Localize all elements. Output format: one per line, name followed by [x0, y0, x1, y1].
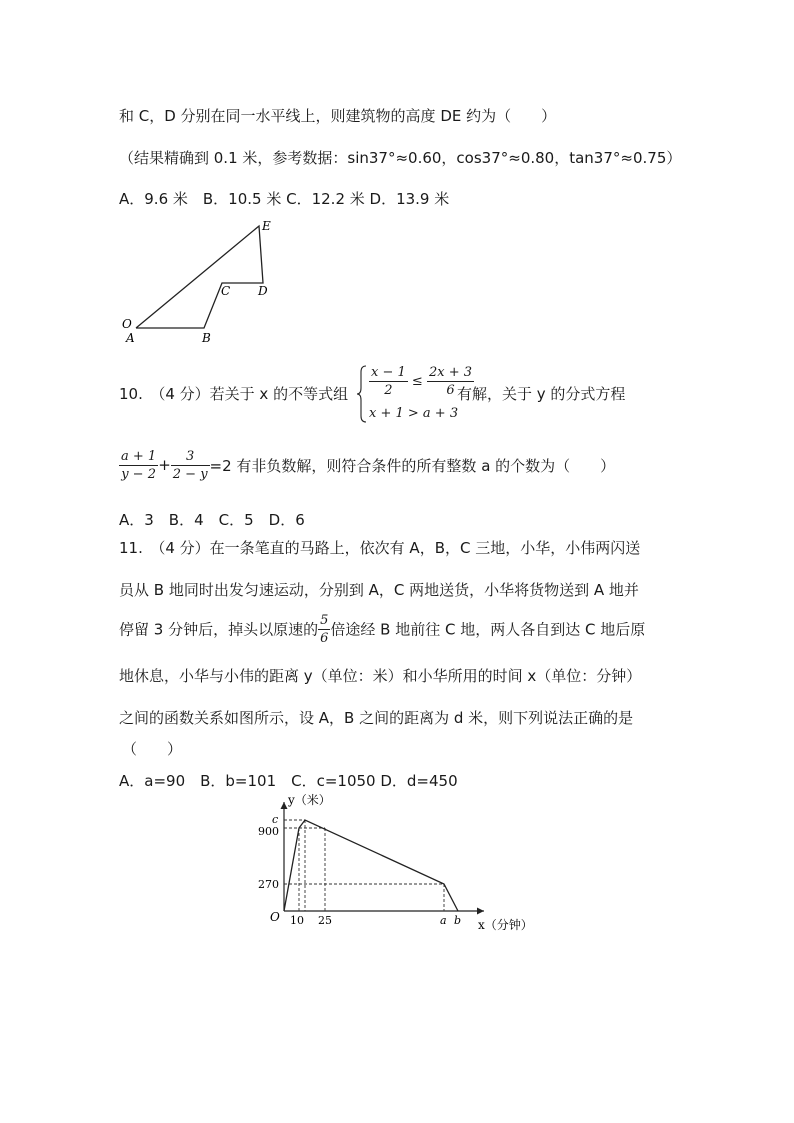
- q11-line-5: 之间的函数关系如图所示，设 A，B 之间的距离为 d 米，则下列说法正确的是: [119, 709, 634, 727]
- eq-frac1-den: y − 2: [121, 467, 156, 482]
- label-A: A: [126, 331, 135, 345]
- ineq1-left-num: x − 1: [371, 365, 406, 380]
- fraction-equation: [119, 448, 615, 483]
- ineq2: x + 1 > a + 3: [369, 406, 459, 421]
- series-distance: [284, 820, 458, 911]
- q10-line-1: [119, 384, 348, 404]
- x-tick-25: 25: [318, 914, 332, 927]
- ineq1-right-den: 6: [446, 383, 455, 398]
- q9-figure: [118, 218, 278, 348]
- label-E: E: [262, 219, 271, 233]
- y-tick-900: 900: [258, 825, 279, 838]
- q9-line-1: 和 C，D 分别在同一水平线上，则建筑物的高度 DE 约为（ ）: [119, 107, 557, 125]
- x-tick-b: b: [454, 914, 462, 927]
- brace-icon: [357, 364, 367, 424]
- label-D: D: [258, 284, 268, 298]
- ratio-den: 6: [320, 631, 329, 646]
- q11-line-4: 地休息，小华与小伟的距离 y（单位：米）和小华所用的时间 x（单位：分钟）: [119, 667, 642, 685]
- q10-suffix: 有解，关于 y 的分式方程: [457, 385, 626, 403]
- q9-line-2: （结果精确到 0.1 米，参考数据：sin37°≈0.60，cos37°≈0.80，tan37°≈0.75）: [119, 149, 682, 167]
- y-tick-c: c: [272, 813, 279, 826]
- q11-line3-post: 倍途经 B 地前往 C 地，两人各自到达 C 地后原: [330, 620, 646, 639]
- q11-line-2: 员从 B 地同时出发匀速运动，分别到 A，C 两地送货，小华将货物送到 A 地并: [119, 581, 639, 599]
- eq-plus: +: [158, 456, 171, 474]
- x-tick-a: a: [440, 914, 447, 927]
- q10-options: A．3 B．4 C．5 D．6: [119, 511, 305, 529]
- q11-options: A．a=90 B．b=101 C．c=1050 D．d=450: [119, 772, 458, 790]
- q11-line3-pre: 停留 3 分钟后，掉头以原速的: [119, 620, 319, 639]
- y-axis-label: y（米）: [288, 793, 331, 807]
- x-axis-label: x（分钟）: [478, 918, 533, 932]
- label-O: O: [122, 317, 132, 331]
- eq-frac1-num: a + 1: [121, 449, 157, 464]
- q9-options: A．9.6 米 B．10.5 米 C．12.2 米 D．13.9 米: [119, 190, 450, 208]
- eq-frac2-num: 3: [171, 448, 210, 466]
- label-C: C: [221, 284, 231, 298]
- ineq1-left-den: 2: [384, 383, 393, 398]
- q11-line-6: （ ）: [122, 740, 183, 758]
- q10-prefix: 10. （4 分）若关于 x 的不等式组: [119, 385, 349, 403]
- q11-line-1: 11. （4 分）在一条笔直的马路上，依次有 A，B，C 三地，小华，小伟两闪送: [119, 539, 641, 557]
- eq-frac2-den: 2 − y: [172, 467, 208, 482]
- ineq1-sign: ≤: [411, 374, 423, 389]
- origin-label: O: [270, 910, 280, 924]
- ineq1-right-num: 2x + 3: [428, 365, 472, 380]
- y-tick-270: 270: [258, 878, 279, 891]
- x-tick-10: 10: [290, 914, 304, 927]
- eq-rest: =2 有非负数解，则符合条件的所有整数 a 的个数为（ ）: [209, 457, 616, 475]
- ratio-num: 5: [320, 613, 329, 628]
- q11-line-3: [119, 612, 645, 647]
- distance-time-chart: [258, 788, 533, 938]
- label-B: B: [202, 331, 211, 345]
